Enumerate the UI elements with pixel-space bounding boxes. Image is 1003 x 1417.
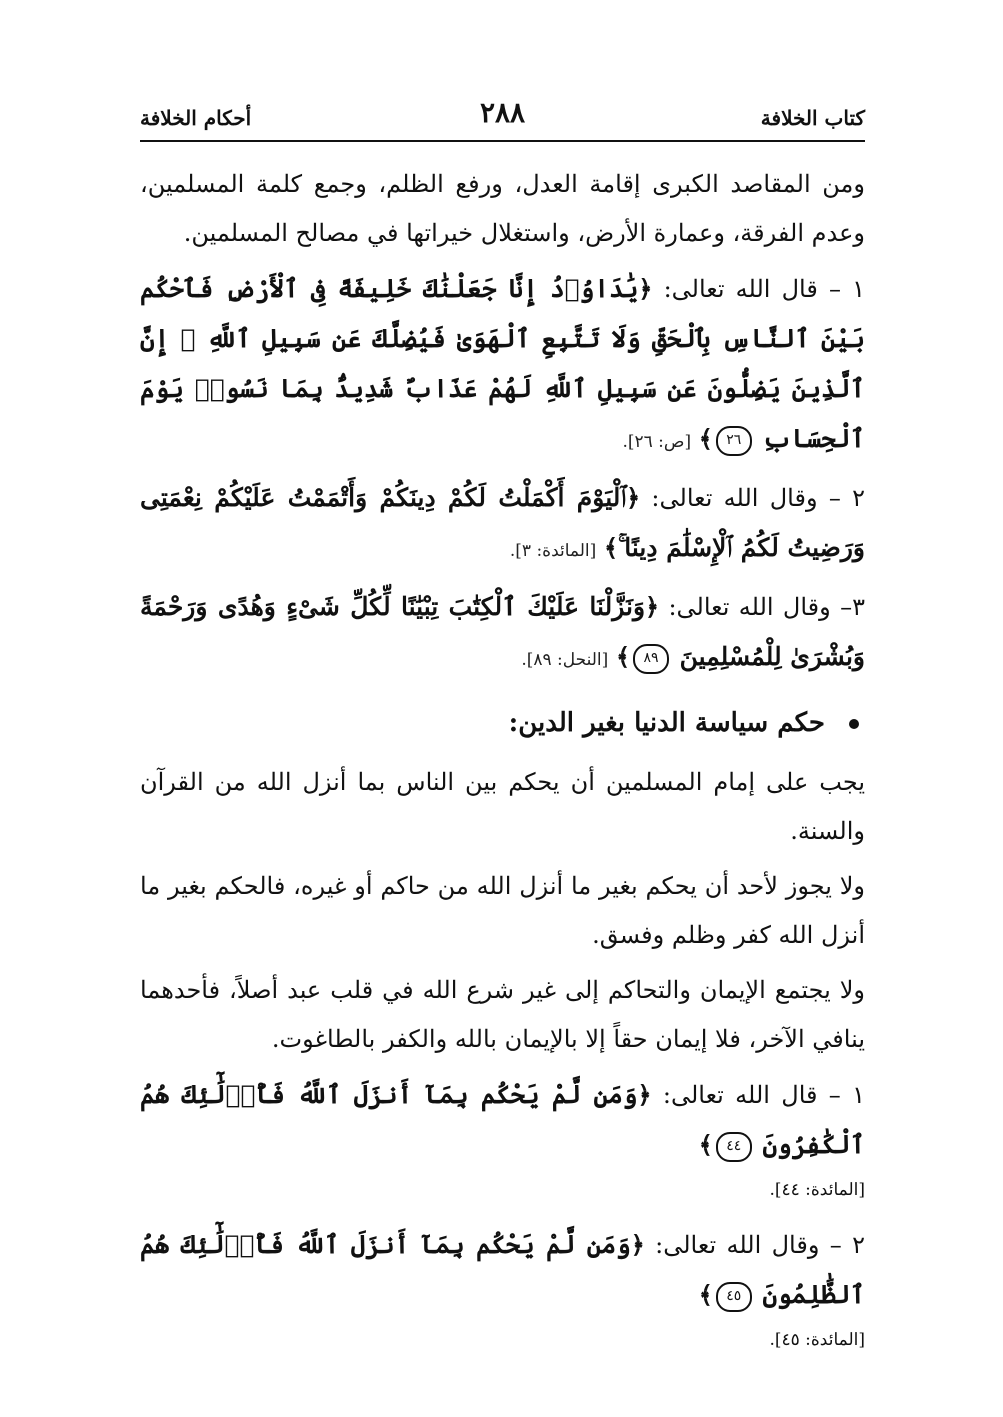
verses-list-b <box>140 1070 865 1360</box>
verse-intro: وقال الله تعالى: <box>668 593 831 621</box>
intro-paragraph: ومن المقاصد الكبرى إقامة العدل، ورفع الظلم، وجمع كلمة المسلمين، وعدم الفرقة، وعمارة الأرض، واستغلال خيراتها في مصالح المسلمين. <box>140 170 866 247</box>
verse-reference: [المائدة: ٣]. <box>509 541 597 561</box>
verse-reference: [المائدة: ٤٤]. <box>769 1180 865 1200</box>
ornate-bracket-close: ﴾ <box>698 1280 713 1309</box>
verse-intro: قال الله تعالى: <box>663 275 818 303</box>
page-body <box>140 160 865 1370</box>
ornate-bracket-close: ﴾ <box>698 1130 713 1159</box>
ayah-number-icon: ٨٩ <box>633 644 669 674</box>
verse-number: ٢ – <box>828 484 865 512</box>
ornate-bracket-open: ﴿ <box>630 1230 645 1259</box>
ornate-bracket-open: ﴿ <box>645 592 660 621</box>
verse-item <box>140 1070 865 1210</box>
verse-number: ١ – <box>828 1081 865 1109</box>
verse-item <box>140 473 865 576</box>
verse-intro: قال الله تعالى: <box>662 1081 818 1109</box>
running-header <box>140 96 865 136</box>
ayah-number-icon: ٤٥ <box>716 1282 752 1312</box>
verses-list-a <box>140 264 865 685</box>
ornate-bracket-open: ﴿ <box>626 483 641 512</box>
ornate-bracket-open: ﴿ <box>638 274 653 303</box>
paragraph-3: ولا يجتمع الإيمان والتحاكم إلى غير شرع الله في قلب عبد أصلاً، فأحدهما ينافي الآخر، فلا إيمان حقاً إلا بالإيمان بالله والكفر بالطاغوت. <box>140 976 865 1053</box>
section-heading <box>140 699 865 748</box>
verse-item <box>140 1220 865 1360</box>
verse-item <box>140 264 865 467</box>
quran-verse: وَمَن لَّمْ يَحْكُم بِمَآ أَنزَلَ ٱللَّهُ فَأُو۟لَٰٓئِكَ هُمُ ٱلظَّٰلِمُونَ <box>140 1230 865 1309</box>
ornate-bracket-close: ﴾ <box>603 533 618 562</box>
ayah-number-icon: ٢٦ <box>716 426 752 456</box>
verse-intro: وقال الله تعالى: <box>655 1231 820 1259</box>
verse-intro: وقال الله تعالى: <box>651 484 818 512</box>
header-rule <box>140 140 865 142</box>
bullet-icon <box>849 719 859 729</box>
verse-reference: [النحل: ٨٩]. <box>521 650 609 670</box>
ornate-bracket-open: ﴿ <box>637 1080 652 1109</box>
verse-reference: [ص: ٢٦]. <box>622 432 692 452</box>
section-heading-text: حكم سياسة الدنيا بغير الدين: <box>508 708 825 738</box>
verse-number: ٢ – <box>829 1231 865 1259</box>
paragraph-1: يجب على إمام المسلمين أن يحكم بين الناس بما أنزل الله من القرآن والسنة. <box>140 768 865 845</box>
book-title: كتاب الخلافة <box>760 106 865 130</box>
ayah-number-icon: ٤٤ <box>716 1132 752 1162</box>
quran-verse: وَنَزَّلْنَا عَلَيْكَ ٱلْكِتَٰبَ تِبْيَٰنًا لِّكُلِّ شَىْءٍ وَهُدًى وَرَحْمَةً وَبُشْرَىٰ لِلْمُسْلِمِينَ <box>140 592 865 671</box>
quran-verse: ٱلْيَوْمَ أَكْمَلْتُ لَكُمْ دِينَكُمْ وَأَتْمَمْتُ عَلَيْكُمْ نِعْمَتِى وَرَضِيتُ لَكُمُ ٱلْإِسْلَٰمَ دِينًا ۚ <box>140 483 865 562</box>
quran-verse: يَٰدَاوُۥدُ إِنَّا جَعَلْنَٰكَ خَلِيفَةً فِى ٱلْأَرْضِ فَٱحْكُم بَيْنَ ٱلنَّاسِ بِٱلْحَقِّ وَلَا تَتَّبِعِ ٱلْهَوَىٰ فَيُضِلَّكَ عَن سَبِيلِ ٱللَّهِ ۚ إِنَّ ٱلَّذِينَ يَضِلُّونَ عَن سَبِيلِ ٱللَّهِ لَهُمْ عَذَابٌ شَدِيدٌۢ بِمَا نَسُوا۟ يَوْمَ ٱلْحِسَابِ <box>140 274 865 453</box>
verse-number: ٣– <box>840 593 865 621</box>
page-number: ٢٨٨ <box>479 96 526 129</box>
verse-reference: [المائدة: ٤٥]. <box>769 1330 865 1350</box>
paragraph-2: ولا يجوز لأحد أن يحكم بغير ما أنزل الله من حاكم أو غيره، فالحكم بغير ما أنزل الله كفر وظلم وفسق. <box>140 872 865 949</box>
ornate-bracket-close: ﴾ <box>615 642 630 671</box>
quran-verse: وَمَن لَّمْ يَحْكُم بِمَآ أَنزَلَ ٱللَّهُ فَأُو۟لَٰٓئِكَ هُمُ ٱلْكَٰفِرُونَ <box>140 1080 865 1159</box>
verse-number: ١ – <box>828 275 865 303</box>
verse-item <box>140 582 865 685</box>
chapter-title: أحكام الخلافة <box>140 106 252 130</box>
ornate-bracket-close: ﴾ <box>698 424 713 453</box>
